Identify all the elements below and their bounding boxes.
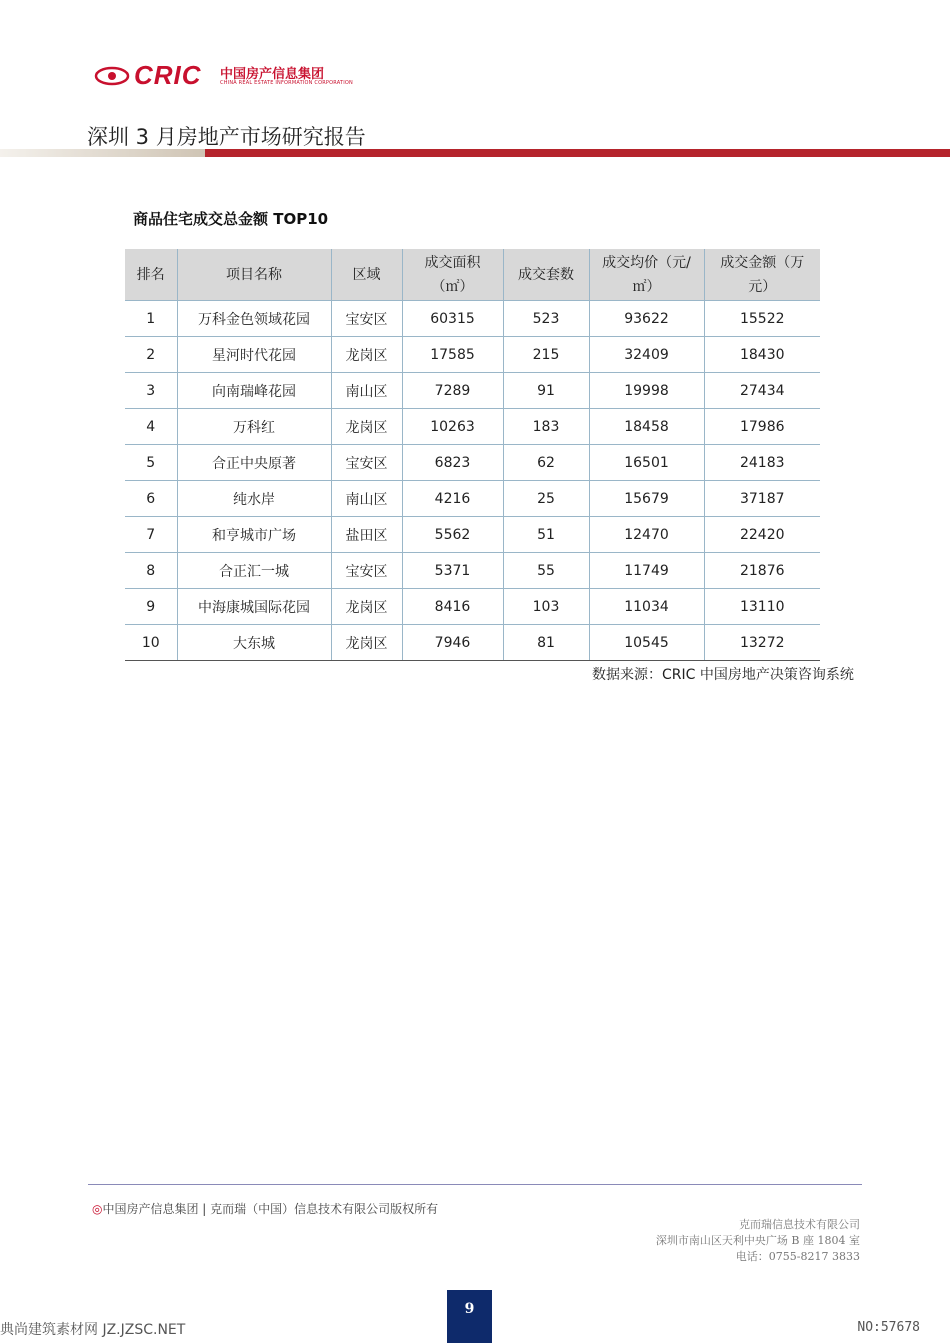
footer-address: 深圳市南山区天利中央广场 B 座 1804 室 — [655, 1234, 860, 1247]
cell-project: 万科红 — [177, 409, 331, 445]
cell-units: 51 — [503, 517, 589, 553]
cell-project: 和亨城市广场 — [177, 517, 331, 553]
cell-units: 81 — [503, 625, 589, 661]
ranking-table — [125, 249, 820, 661]
cell-amount: 13110 — [704, 589, 820, 625]
cell-units: 523 — [503, 301, 589, 337]
cell-project: 合正汇一城 — [177, 553, 331, 589]
cell-amount: 37187 — [704, 481, 820, 517]
cell-rank: 8 — [125, 553, 177, 589]
cell-amount: 22420 — [704, 517, 820, 553]
footer-phone: 电话：0755-8217 3833 — [735, 1250, 860, 1263]
cell-avg-price: 18458 — [589, 409, 704, 445]
table-header-row — [125, 249, 820, 301]
data-source: 数据来源：CRIC 中国房地产决策咨询系统 — [592, 667, 854, 683]
cell-amount: 15522 — [704, 301, 820, 337]
header-rank: 排名 — [125, 249, 177, 301]
header-project: 项目名称 — [177, 249, 331, 301]
cell-district: 宝安区 — [331, 553, 402, 589]
cell-units: 103 — [503, 589, 589, 625]
cell-avg-price: 93622 — [589, 301, 704, 337]
cell-rank: 4 — [125, 409, 177, 445]
footer-company: 克而瑞信息技术有限公司 — [739, 1218, 860, 1231]
header-area: 成交面积 （㎡） — [402, 249, 503, 301]
cell-rank: 1 — [125, 301, 177, 337]
header-bar-gray — [0, 149, 205, 157]
cell-rank: 6 — [125, 481, 177, 517]
cell-amount: 21876 — [704, 553, 820, 589]
table-row — [125, 373, 820, 409]
table-row — [125, 553, 820, 589]
header-avg-price: 成交均价（元/ ㎡） — [589, 249, 704, 301]
cell-area: 5562 — [402, 517, 503, 553]
cell-area: 5371 — [402, 553, 503, 589]
cell-project: 万科金色领域花园 — [177, 301, 331, 337]
cell-avg-price: 10545 — [589, 625, 704, 661]
cell-units: 183 — [503, 409, 589, 445]
cell-area: 60315 — [402, 301, 503, 337]
table-row — [125, 589, 820, 625]
cell-units: 25 — [503, 481, 589, 517]
cell-avg-price: 15679 — [589, 481, 704, 517]
cell-district: 龙岗区 — [331, 625, 402, 661]
cell-district: 南山区 — [331, 481, 402, 517]
cell-project: 星河时代花园 — [177, 337, 331, 373]
cell-amount: 17986 — [704, 409, 820, 445]
table-row — [125, 445, 820, 481]
table-row — [125, 409, 820, 445]
cell-district: 宝安区 — [331, 301, 402, 337]
cell-avg-price: 11034 — [589, 589, 704, 625]
cell-area: 17585 — [402, 337, 503, 373]
table-row — [125, 625, 820, 661]
cell-area: 4216 — [402, 481, 503, 517]
header-district: 区域 — [331, 249, 402, 301]
cric-logo — [94, 60, 353, 92]
cell-district: 龙岗区 — [331, 409, 402, 445]
cell-project: 中海康城国际花园 — [177, 589, 331, 625]
table-row — [125, 337, 820, 373]
table-row — [125, 481, 820, 517]
cell-area: 8416 — [402, 589, 503, 625]
footer-divider — [88, 1184, 862, 1185]
table-row — [125, 517, 820, 553]
cell-avg-price: 12470 — [589, 517, 704, 553]
cell-district: 宝安区 — [331, 445, 402, 481]
cell-units: 215 — [503, 337, 589, 373]
logo-cn-text: 中国房产信息集团 — [220, 67, 325, 82]
cell-rank: 3 — [125, 373, 177, 409]
cell-project: 合正中央原著 — [177, 445, 331, 481]
cell-avg-price: 11749 — [589, 553, 704, 589]
page-number: 9 — [447, 1290, 492, 1343]
cell-rank: 9 — [125, 589, 177, 625]
header-amount: 成交金额（万 元） — [704, 249, 820, 301]
table-title: 商品住宅成交总金额 TOP10 — [133, 210, 329, 228]
cell-district: 龙岗区 — [331, 337, 402, 373]
cell-amount: 24183 — [704, 445, 820, 481]
cell-units: 62 — [503, 445, 589, 481]
cell-rank: 5 — [125, 445, 177, 481]
cell-district: 南山区 — [331, 373, 402, 409]
cell-units: 91 — [503, 373, 589, 409]
cell-area: 7289 — [402, 373, 503, 409]
cell-avg-price: 32409 — [589, 337, 704, 373]
header-units: 成交套数 — [503, 249, 589, 301]
cell-units: 55 — [503, 553, 589, 589]
cell-area: 6823 — [402, 445, 503, 481]
cell-avg-price: 16501 — [589, 445, 704, 481]
footer-contact — [656, 1217, 860, 1265]
cell-rank: 10 — [125, 625, 177, 661]
copyright-icon: ◎ — [92, 1202, 103, 1216]
watermark-left: 典尚建筑素材网 JZ.JZSC.NET — [0, 1322, 186, 1338]
watermark-right: NO:57678 — [857, 1320, 920, 1335]
footer-copyright: ◎中国房产信息集团 | 克而瑞（中国）信息技术有限公司版权所有 — [92, 1202, 439, 1216]
table-row — [125, 301, 820, 337]
report-title: 深圳 3 月房地产市场研究报告 — [87, 125, 366, 149]
header-bar-red — [205, 149, 950, 157]
cell-district: 龙岗区 — [331, 589, 402, 625]
cell-project: 纯水岸 — [177, 481, 331, 517]
cell-amount: 18430 — [704, 337, 820, 373]
cell-district: 盐田区 — [331, 517, 402, 553]
cell-rank: 2 — [125, 337, 177, 373]
cell-amount: 27434 — [704, 373, 820, 409]
cell-project: 大东城 — [177, 625, 331, 661]
logo-text: CRIC — [134, 60, 202, 90]
cell-avg-price: 19998 — [589, 373, 704, 409]
cell-amount: 13272 — [704, 625, 820, 661]
cell-project: 向南瑞峰花园 — [177, 373, 331, 409]
cell-area: 10263 — [402, 409, 503, 445]
logo-en-text: CHINA REAL ESTATE INFORMATION CORPORATION — [220, 80, 353, 86]
cell-area: 7946 — [402, 625, 503, 661]
logo-eye-icon — [94, 66, 130, 86]
cell-rank: 7 — [125, 517, 177, 553]
